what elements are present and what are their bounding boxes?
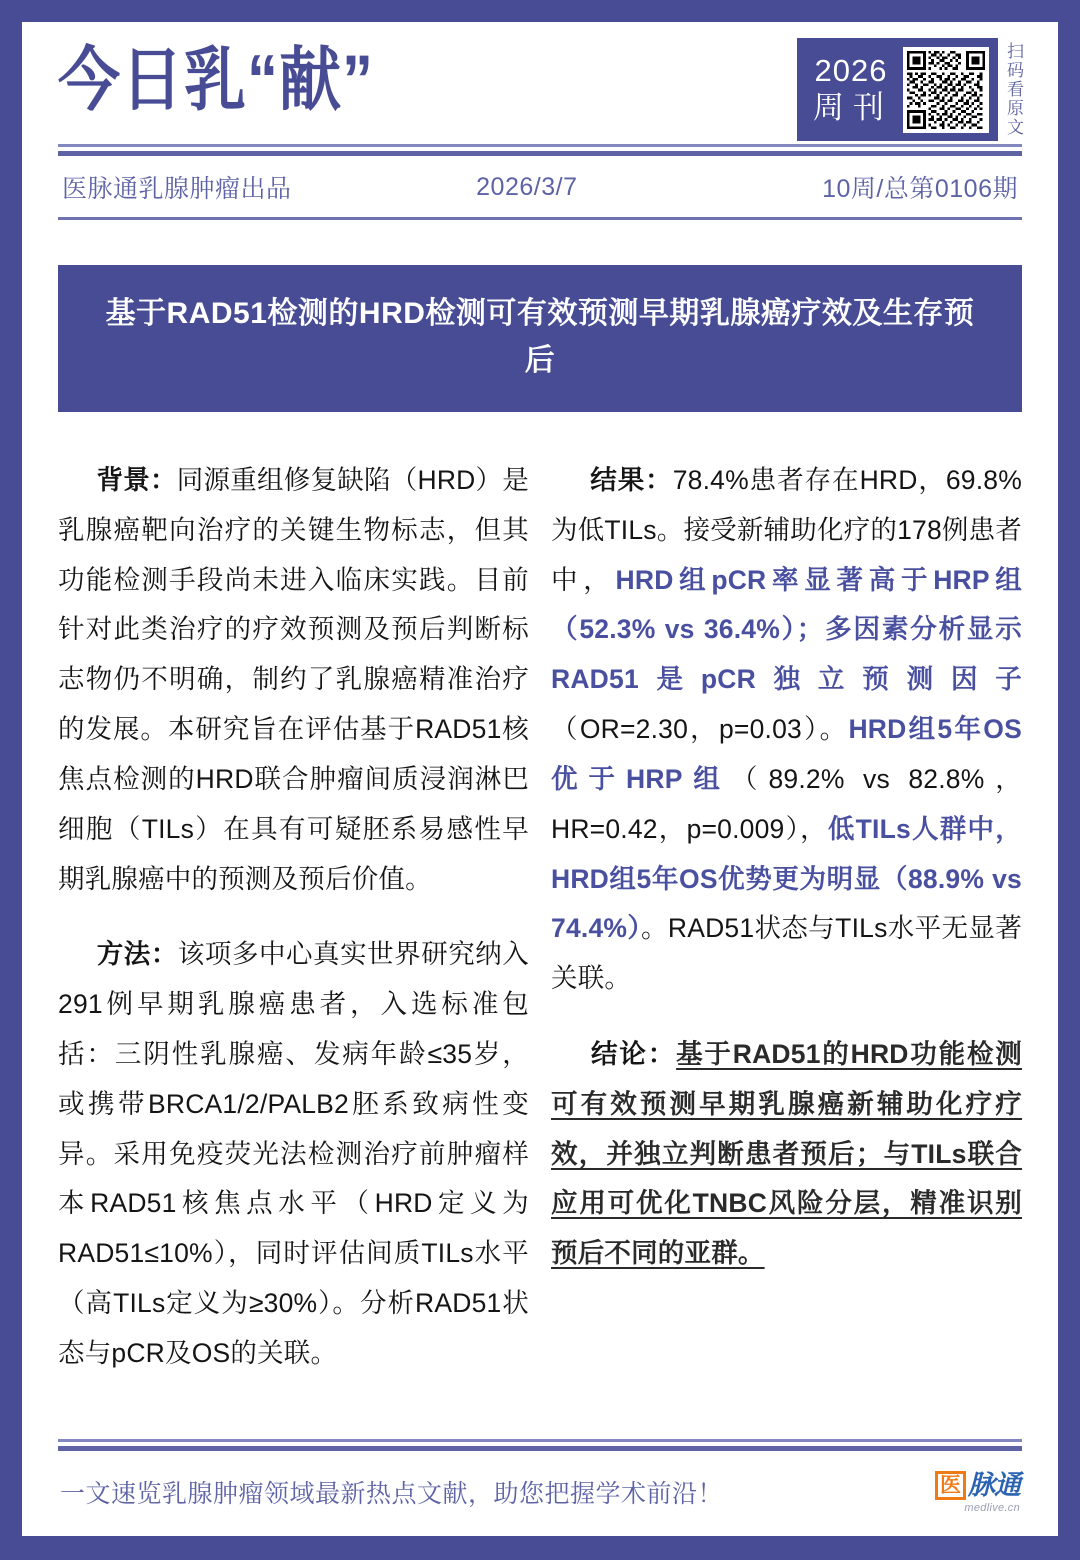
logo-wordmark: 脉通: [968, 1469, 1020, 1500]
scan-original-label: 扫码看原文: [1004, 42, 1023, 137]
meta-rule-bottom: [58, 217, 1022, 220]
results-highlight-3: 低TILs人群中，HRD组5年OS优势更为明显（88.9% vs 74.4%）: [551, 813, 1022, 944]
paragraph-methods: [58, 930, 529, 1378]
results-highlight-2: HRD组5年OS优于HRP组: [551, 714, 1022, 794]
badge-text-block: [809, 53, 893, 126]
background-label: 背景：: [96, 465, 177, 495]
results-highlight-1: HRD组pCR率显著高于HRP组（52.3% vs 36.4%）；多因素分析显示RAD51是pCR独立预测因子: [551, 564, 1023, 695]
results-text-4: 。RAD51状态与TILs水平无显著关联。: [551, 913, 1022, 994]
conclusion-label: 结论：: [589, 1038, 677, 1069]
meta-row: [58, 156, 1022, 217]
footer-rule-thin: [58, 1439, 1022, 1442]
footer: [58, 1439, 1022, 1536]
footer-row: [58, 1451, 1022, 1536]
meta-source: 医脉通乳腺肿瘤出品: [62, 175, 292, 203]
logo-box-character: 医: [935, 1471, 966, 1500]
masthead: [58, 22, 1022, 144]
results-text-2: （OR=2.30，p=0.03）。: [551, 714, 849, 745]
article-body: [58, 456, 1022, 1379]
background-text: 同源重组修复缺陷（HRD）是乳腺癌靶向治疗的关键生物标志，但其功能检测手段尚未进入临床实践。目前针对此类治疗的疗效预测及预后判断标志物仍不明确，制约了乳腺癌精准治疗的发展。本研究旨在评估基于RAD51核焦点检测的HRD联合肿瘤间质浸润淋巴细胞（TILs）在具有可疑胚系易感性早期乳腺癌中的预测及预后价值。: [58, 465, 529, 894]
headline-banner: 基于RAD51检测的HRD检测可有效预测早期乳腺癌疗效及生存预后: [58, 265, 1022, 412]
results-label: 结果：: [589, 465, 673, 495]
qr-code-icon[interactable]: [903, 47, 989, 133]
column-right: [551, 456, 1022, 1279]
methods-label: 方法：: [96, 939, 178, 970]
logo-main: [935, 1471, 1020, 1500]
meta-issue: 10周/总第0106期: [822, 175, 1018, 203]
medlive-logo[interactable]: [935, 1471, 1020, 1514]
issue-qr-badge[interactable]: [797, 38, 998, 141]
paragraph-background: [58, 456, 529, 904]
column-left: [58, 456, 529, 1379]
logo-domain: medlive.cn: [964, 1502, 1020, 1514]
badge-year: 2026: [814, 52, 888, 88]
meta-date: 2026/3/7: [476, 172, 578, 201]
content-card: [22, 22, 1058, 1536]
paragraph-conclusion: [551, 1030, 1022, 1279]
results-text-1: 78.4%患者存在HRD，69.8%为低TILs。接受新辅助化疗的178例患者中，: [551, 465, 1022, 595]
results-text-3: （89.2% vs 82.8%，HR=0.42，p=0.009），: [551, 763, 1022, 844]
brand-title: 今日乳“献”: [58, 41, 375, 120]
badge-week: 周刊: [813, 89, 893, 125]
footer-tagline: 一文速览乳腺肿瘤领域最新热点文献，助您把握学术前沿！: [60, 1480, 724, 1509]
methods-text: 该项多中心真实世界研究纳入291例早期乳腺癌患者，入选标准包括：三阴性乳腺癌、发病年龄≤35岁，或携带BRCA1/2/PALB2胚系致病性变异。采用免疫荧光法检测治疗前肿瘤样本RAD51核焦点水平（HRD定义为RAD51≤10%），同时评估间质TILs水平（高TILs定义为≥30%）。分析RAD51状态与pCR及OS的关联。: [58, 939, 529, 1368]
conclusion-text: 基于RAD51的HRD功能检测可有效预测早期乳腺癌新辅助化疗疗效，并独立判断患者预后；与TILs联合应用可优化TNBC风险分层，精准识别预后不同的亚群。: [551, 1038, 1022, 1269]
paragraph-results: [551, 456, 1022, 1004]
qr-cluster: [797, 38, 1022, 141]
masthead-rule-thin: [58, 144, 1022, 147]
